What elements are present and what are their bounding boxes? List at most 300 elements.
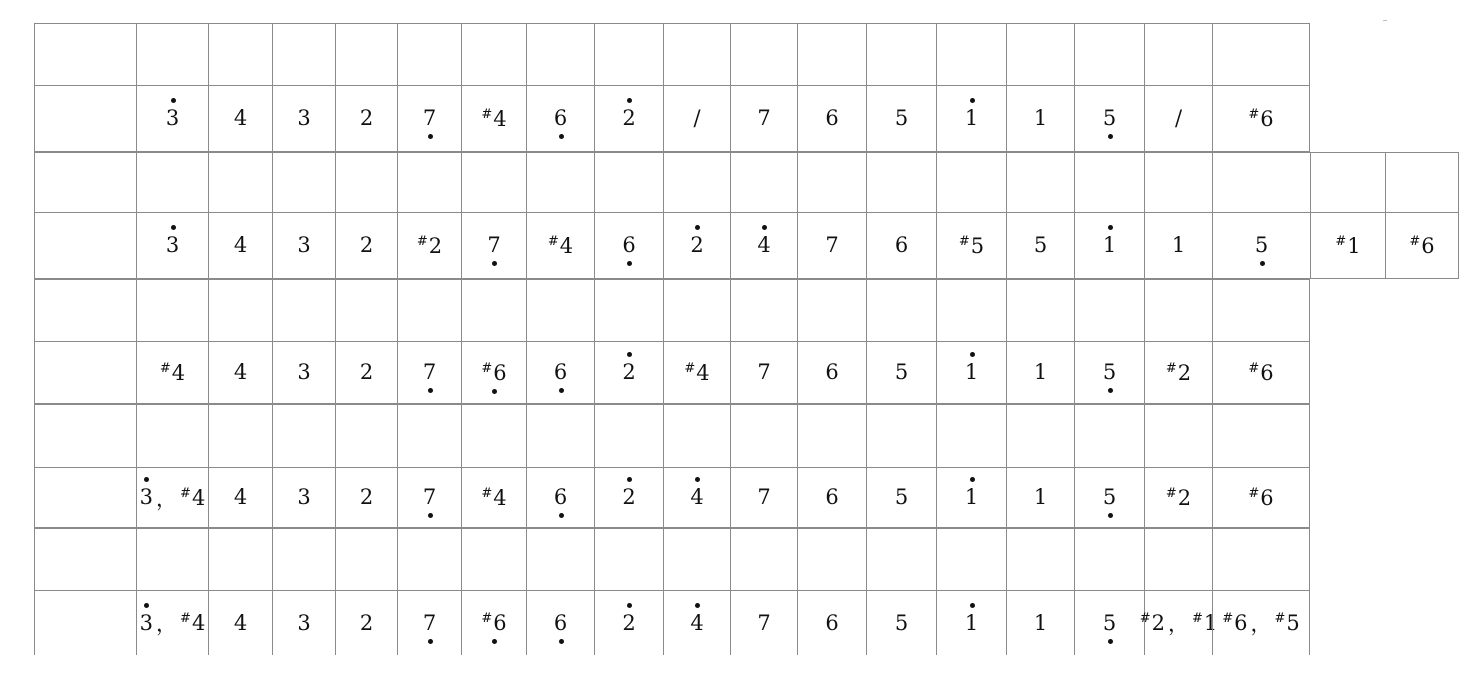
note-cell (461, 590, 526, 655)
note-digit: 6 (825, 360, 839, 384)
note-separator: ， (156, 612, 178, 636)
pipe-position (397, 404, 461, 467)
note-digit: 4 (493, 106, 507, 131)
note-digit: 5 (894, 610, 909, 635)
note (1140, 612, 1165, 634)
octave-up-dot (171, 225, 176, 230)
note (622, 108, 635, 129)
pipe-position (797, 279, 866, 341)
pipe-position (866, 528, 936, 590)
note-cell (866, 341, 936, 404)
pipe-position (730, 152, 797, 212)
note-cell (594, 590, 663, 655)
pipe-position (797, 528, 866, 590)
key-label (34, 590, 136, 655)
note-cell (866, 467, 936, 528)
octave-up-dot (970, 98, 975, 103)
note-digit: 4 (191, 611, 206, 635)
note-digit: 1 (1347, 233, 1361, 258)
sharp-sign: # (481, 485, 493, 501)
pipe-position (208, 23, 272, 85)
pipe-position (1212, 528, 1310, 590)
note (1034, 235, 1047, 256)
note-cell (936, 341, 1006, 404)
note-cell (797, 212, 866, 279)
note-digit: 5 (1102, 106, 1117, 130)
note (297, 487, 310, 508)
note (757, 610, 771, 635)
note-cell (1310, 212, 1385, 279)
note-cell (1144, 467, 1212, 528)
pipe-position (136, 23, 208, 85)
pipe-position (1144, 404, 1212, 467)
note (360, 362, 373, 383)
note-cell (1139, 590, 1218, 655)
sharp-sign: # (1139, 611, 1151, 626)
note-digit: 6 (493, 611, 507, 635)
note-cell (1074, 341, 1144, 404)
note-digit: 3 (139, 485, 154, 509)
note-digit: 5 (1286, 611, 1300, 635)
pipe-position (208, 404, 272, 467)
pipe-position (335, 528, 397, 590)
note-cell (397, 212, 461, 279)
octave-up-dot (144, 603, 149, 608)
note (423, 108, 436, 129)
note-cell (272, 212, 335, 279)
note-cell (335, 590, 397, 655)
pipe-position (1310, 152, 1385, 212)
note-digit: 6 (493, 360, 507, 385)
note-digit: 6 (894, 233, 909, 257)
octave-down-dot (1108, 639, 1113, 644)
octave-down-dot (1260, 261, 1265, 266)
octave-up-dot (695, 603, 700, 608)
note-digit: 1 (1033, 485, 1048, 509)
note (180, 487, 205, 509)
note-digit: 2 (1177, 360, 1192, 385)
sharp-sign: # (1248, 106, 1260, 122)
note (757, 108, 770, 129)
note-digit: 5 (1102, 485, 1117, 509)
note-cell (136, 85, 208, 152)
note-digit: 1 (1102, 233, 1117, 257)
note (234, 108, 247, 129)
sharp-sign: # (1248, 360, 1260, 376)
note (690, 610, 704, 635)
note (422, 610, 437, 635)
note-digit: / (693, 106, 701, 130)
pipe-position (1385, 152, 1459, 212)
note (1034, 108, 1047, 129)
pipe-position (397, 279, 461, 341)
note-cell (461, 212, 526, 279)
note-cell (730, 212, 797, 279)
note-digit: 6 (825, 485, 839, 509)
octave-down-dot (492, 639, 497, 644)
note-digit: 4 (233, 233, 248, 257)
note-cell (1212, 590, 1310, 655)
note-cell (663, 341, 730, 404)
note (1166, 487, 1191, 509)
note-cell (936, 212, 1006, 279)
note-digit: 5 (894, 360, 909, 384)
note-digit: 7 (757, 485, 771, 509)
note-cell (1074, 85, 1144, 152)
note-digit: 2 (1177, 485, 1192, 510)
note-digit: 4 (690, 610, 704, 635)
note (1248, 487, 1273, 509)
note-cell (797, 467, 866, 528)
sharp-sign: # (684, 360, 696, 376)
pipe-position (866, 152, 936, 212)
note-digit: 7 (422, 106, 437, 130)
note-digit: 7 (487, 233, 501, 257)
note-cell (461, 85, 526, 152)
pipe-position (272, 152, 335, 212)
pipe-position (730, 23, 797, 85)
octave-up-dot (970, 352, 975, 357)
note (180, 612, 205, 634)
note-digit: 4 (690, 485, 704, 509)
note-cell (1144, 85, 1212, 152)
header-label (34, 23, 136, 85)
note-digit: 2 (359, 106, 374, 130)
sharp-sign: # (159, 360, 171, 376)
note-digit: 4 (559, 233, 574, 258)
pipe-position (594, 23, 663, 85)
note-digit: 6 (825, 106, 839, 130)
note-digit: 4 (191, 485, 206, 510)
pipe-position (866, 23, 936, 85)
note (690, 487, 703, 508)
note (481, 362, 506, 384)
note-cell (397, 590, 461, 655)
note-digit: 2 (622, 360, 636, 384)
pipe-position (663, 279, 730, 341)
note-cell (866, 590, 936, 655)
pipe-position (797, 23, 866, 85)
note (360, 108, 373, 129)
octave-down-dot (559, 639, 564, 644)
note-cell (1144, 212, 1212, 279)
note-cell (136, 590, 208, 655)
note-digit: 3 (165, 106, 180, 130)
octave-up-dot (1108, 225, 1113, 230)
key-label (34, 467, 136, 528)
note-cell (208, 341, 272, 404)
pipe-position (526, 23, 594, 85)
note (160, 362, 185, 384)
note (1034, 362, 1047, 383)
note-digit: 6 (1421, 233, 1435, 258)
note-cell (335, 341, 397, 404)
note-digit: 1 (964, 485, 979, 509)
pipe-position (1006, 528, 1074, 590)
octave-up-dot (144, 477, 149, 482)
note-digit: 6 (825, 610, 839, 635)
pipe-position (1074, 279, 1144, 341)
octave-down-dot (428, 513, 433, 518)
note-digit: 5 (894, 106, 909, 130)
pipe-position (866, 279, 936, 341)
pipe-position (1144, 279, 1212, 341)
note-digit: 7 (757, 106, 771, 130)
note-cell (936, 590, 1006, 655)
note-cell (272, 590, 335, 655)
pipe-position (526, 404, 594, 467)
note (1255, 235, 1268, 256)
note (622, 610, 636, 635)
note-cell (136, 467, 208, 528)
note-digit: 2 (359, 360, 374, 384)
pipe-position (397, 23, 461, 85)
note-separator: ， (156, 486, 178, 511)
note (825, 362, 838, 383)
note-digit: 4 (233, 485, 248, 509)
note-digit: 1 (1033, 360, 1048, 384)
pipe-position (1074, 23, 1144, 85)
note-cell (866, 212, 936, 279)
note-separator: ， (1250, 612, 1272, 636)
pipe-position (208, 528, 272, 590)
note (553, 610, 568, 635)
note (895, 362, 908, 383)
note-cell (397, 341, 461, 404)
note-digit: 6 (1234, 611, 1248, 635)
octave-down-dot (428, 639, 433, 644)
note (481, 612, 506, 634)
note (554, 362, 567, 383)
pipe-position (730, 528, 797, 590)
note (1034, 487, 1047, 508)
note-cell (663, 212, 730, 279)
octave-down-dot (627, 261, 632, 266)
sharp-sign: # (958, 233, 970, 249)
note-digit: 2 (690, 233, 704, 257)
note-cell (730, 341, 797, 404)
pipe-position (1074, 152, 1144, 212)
note (423, 487, 436, 508)
pipe-position (335, 152, 397, 212)
sharp-sign: # (1222, 611, 1234, 626)
sharp-sign: # (547, 233, 559, 249)
note-digit: 7 (422, 485, 437, 509)
note (1103, 235, 1116, 256)
octave-up-dot (762, 225, 767, 230)
sharp-sign: # (180, 485, 191, 501)
note-digit: 7 (422, 360, 437, 384)
note-digit: 6 (1260, 485, 1274, 510)
octave-up-dot (627, 98, 632, 103)
pipe-position (594, 152, 663, 212)
note (1409, 235, 1434, 257)
pipe-position (1006, 23, 1074, 85)
note-digit: 4 (233, 106, 248, 130)
pipe-position (272, 528, 335, 590)
note-digit: 1 (1171, 233, 1186, 257)
pipe-position (663, 23, 730, 85)
note-cell (335, 85, 397, 152)
note (1103, 362, 1116, 383)
note-digit: 2 (359, 233, 374, 257)
note (1103, 487, 1116, 508)
note (554, 108, 567, 129)
note-cell (1006, 85, 1074, 152)
header-label (34, 404, 136, 467)
note (895, 108, 908, 129)
note-cell (1212, 85, 1310, 152)
note (1166, 362, 1191, 384)
pipe-position (461, 23, 526, 85)
note-digit: 7 (422, 610, 437, 635)
note (1033, 610, 1048, 635)
note-cell (526, 85, 594, 152)
pipe-position (1006, 404, 1074, 467)
pipe-position (594, 279, 663, 341)
sharp-sign: # (1192, 611, 1203, 626)
note-cell (461, 467, 526, 528)
pipe-position (397, 152, 461, 212)
note (297, 362, 310, 383)
note-cell (663, 467, 730, 528)
note-digit: 7 (757, 360, 771, 384)
note-cell (1074, 212, 1144, 279)
note-digit: 2 (359, 485, 374, 509)
pipe-position (594, 528, 663, 590)
note-digit: 3 (297, 360, 311, 384)
pipe-position (594, 404, 663, 467)
note (139, 610, 154, 635)
note-cell (1144, 341, 1212, 404)
note-digit: 7 (757, 610, 771, 635)
pipe-position (461, 279, 526, 341)
octave-down-dot (428, 134, 433, 139)
octave-up-dot (695, 225, 700, 230)
note-cell (272, 341, 335, 404)
note-digit: 5 (1102, 360, 1117, 384)
note-cell (730, 85, 797, 152)
note (140, 487, 153, 508)
note-cell (526, 212, 594, 279)
note (693, 108, 700, 129)
sharp-sign: # (416, 233, 428, 249)
note (360, 487, 373, 508)
pipe-position (1144, 152, 1212, 212)
note-cell (1212, 212, 1310, 279)
octave-down-dot (428, 388, 433, 393)
octave-down-dot (492, 389, 497, 394)
note (297, 235, 310, 256)
note-digit: 2 (359, 610, 374, 635)
note-digit: 3 (297, 485, 311, 509)
note-cell (397, 85, 461, 152)
octave-down-dot (559, 134, 564, 139)
note-cell (526, 341, 594, 404)
pipe-position (208, 279, 272, 341)
note-cell (594, 467, 663, 528)
note (622, 362, 635, 383)
pipe-position (866, 404, 936, 467)
note (1248, 362, 1273, 384)
corner-mark (1383, 20, 1387, 21)
note-digit: 6 (622, 233, 636, 257)
note-cell (208, 212, 272, 279)
pipe-position (136, 279, 208, 341)
note (1335, 235, 1360, 257)
note-digit: 2 (428, 233, 443, 258)
note-digit: 4 (493, 485, 507, 510)
pipe-position (461, 404, 526, 467)
note (234, 235, 247, 256)
note-cell (797, 590, 866, 655)
pipe-position (1212, 404, 1310, 467)
octave-down-dot (492, 261, 497, 266)
note-cell (1074, 467, 1144, 528)
octave-up-dot (627, 477, 632, 482)
pipe-position (136, 404, 208, 467)
pipe-position (936, 528, 1006, 590)
note-digit: 2 (622, 106, 636, 130)
sharp-sign: # (481, 611, 493, 626)
note (825, 235, 838, 256)
pipe-position (272, 404, 335, 467)
note (757, 235, 770, 256)
pipe-position (461, 528, 526, 590)
pipe-position (936, 23, 1006, 85)
note-cell (526, 467, 594, 528)
note-digit: 5 (1102, 610, 1117, 635)
octave-up-dot (627, 603, 632, 608)
note-digit: 4 (171, 360, 186, 385)
note-cell (663, 85, 730, 152)
pipe-position (208, 152, 272, 212)
octave-up-dot (970, 603, 975, 608)
note-digit: 3 (297, 610, 311, 635)
note-digit: 1 (1033, 610, 1048, 635)
sharp-sign: # (1165, 485, 1177, 501)
note (1222, 612, 1247, 634)
note-cell (1006, 467, 1074, 528)
note-cell (461, 341, 526, 404)
pipe-position (1006, 279, 1074, 341)
note (423, 362, 436, 383)
note-digit: 6 (553, 485, 568, 509)
note (481, 108, 506, 130)
note-digit: 3 (165, 233, 180, 257)
pipe-position (1212, 23, 1310, 85)
pipe-position (730, 279, 797, 341)
header-label (34, 279, 136, 341)
key-label (34, 341, 136, 404)
note (895, 487, 908, 508)
note (1248, 108, 1273, 130)
note-digit: 4 (757, 233, 771, 257)
note-cell (1006, 212, 1074, 279)
note (622, 487, 635, 508)
note (965, 487, 978, 508)
note-digit: 1 (1033, 106, 1048, 130)
note-digit: 5 (970, 233, 985, 258)
note-digit: 6 (1260, 360, 1274, 385)
pipe-position (730, 404, 797, 467)
octave-up-dot (171, 98, 176, 103)
note-cell (1385, 212, 1459, 279)
octave-down-dot (559, 513, 564, 518)
note-cell (594, 85, 663, 152)
note-digit: 4 (233, 360, 248, 384)
pipe-position (1074, 528, 1144, 590)
